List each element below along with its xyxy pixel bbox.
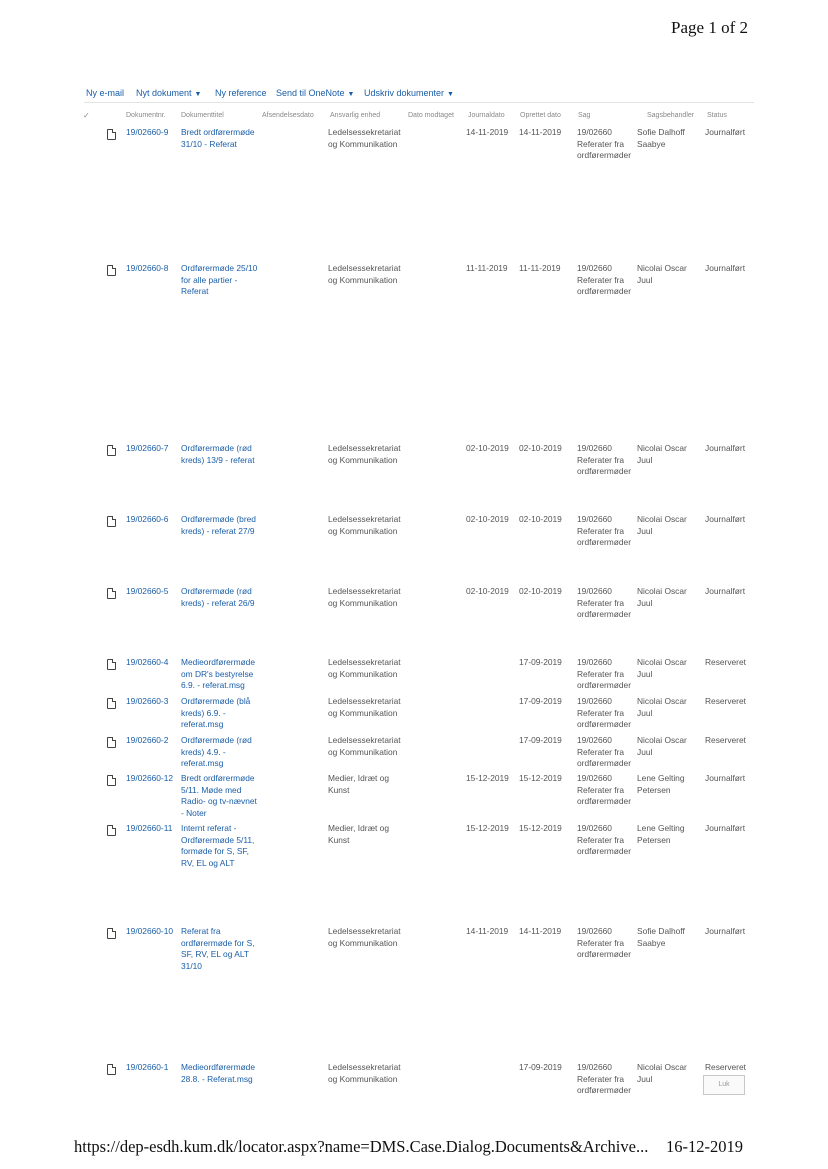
- column-header-responsible-unit[interactable]: Ansvarlig enhed: [330, 112, 381, 119]
- doc-number-link[interactable]: 19/02660-2: [126, 735, 169, 745]
- column-header-case[interactable]: Sag: [578, 112, 591, 119]
- document-icon: [107, 659, 116, 670]
- created-date: 02-10-2019: [519, 514, 562, 524]
- column-header-received-date[interactable]: Dato modtaget: [408, 112, 454, 119]
- column-header-journal-date[interactable]: Journaldato: [468, 112, 505, 119]
- close-button[interactable]: Luk: [703, 1075, 745, 1095]
- case-value: 19/02660 Referater fra ordførermøder: [577, 127, 631, 160]
- status-value: Reserveret: [705, 696, 746, 706]
- page-footer: [74, 1137, 743, 1157]
- case-value: 19/02660 Referater fra ordførermøder: [577, 657, 631, 690]
- doc-number-link[interactable]: 19/02660-1: [126, 1062, 169, 1072]
- document-icon: [107, 698, 116, 709]
- journal-date: 15-12-2019: [466, 773, 509, 783]
- journal-date: 14-11-2019: [466, 926, 509, 936]
- new-document-label: Nyt dokument: [136, 88, 192, 98]
- case-handler: Nicolai Oscar Juul: [637, 263, 687, 285]
- responsible-unit: Medier, Idræt og Kunst: [328, 773, 389, 795]
- journal-date: 15-12-2019: [466, 823, 509, 833]
- footer-date: 16-12-2019: [666, 1137, 743, 1156]
- responsible-unit: Ledelsessekretariat og Kommunikation: [328, 127, 401, 149]
- case-handler: Lene Gelting Petersen: [637, 773, 685, 795]
- created-date: 14-11-2019: [519, 926, 562, 936]
- created-date: 02-10-2019: [519, 586, 562, 596]
- case-handler: Nicolai Oscar Juul: [637, 735, 687, 757]
- created-date: 15-12-2019: [519, 773, 562, 783]
- journal-date: 11-11-2019: [466, 263, 508, 273]
- status-value: Journalført: [705, 443, 746, 453]
- status-value: Reserveret: [705, 657, 746, 667]
- document-icon: [107, 265, 116, 276]
- responsible-unit: Ledelsessekretariat og Kommunikation: [328, 586, 401, 608]
- page-header: Page 1 of 2: [671, 18, 748, 37]
- chevron-down-icon: ▼: [347, 91, 355, 98]
- document-icon: [107, 445, 116, 456]
- doc-title-link[interactable]: Ordførermøde 25/10 for alle partier - Referat: [181, 263, 258, 296]
- case-handler: Nicolai Oscar Juul: [637, 443, 687, 465]
- case-value: 19/02660 Referater fra ordførermøder: [577, 735, 631, 768]
- case-handler: Nicolai Oscar Juul: [637, 1062, 687, 1084]
- case-value: 19/02660 Referater fra ordførermøder: [577, 514, 631, 547]
- case-value: 19/02660 Referater fra ordførermøder: [577, 586, 631, 619]
- new-reference-button[interactable]: Ny reference: [215, 88, 267, 98]
- created-date: 14-11-2019: [519, 127, 562, 137]
- send-onenote-label: Send til OneNote: [276, 88, 345, 98]
- doc-number-link[interactable]: 19/02660-6: [126, 514, 169, 524]
- case-value: 19/02660 Referater fra ordførermøder: [577, 443, 631, 476]
- doc-title-link[interactable]: Ordførermøde (bred kreds) - referat 27/9: [181, 514, 256, 536]
- status-value: Journalført: [705, 773, 746, 783]
- doc-title-link[interactable]: Ordførermøde (rød kreds) - referat 26/9: [181, 586, 255, 608]
- document-icon: [107, 588, 116, 599]
- responsible-unit: Ledelsessekretariat og Kommunikation: [328, 926, 401, 948]
- select-all-checkmark-icon[interactable]: ✓: [83, 111, 90, 120]
- doc-title-link[interactable]: Internt referat - Ordførermøde 5/11, formøde for S, SF, RV, EL og ALT: [181, 823, 255, 868]
- doc-number-link[interactable]: 19/02660-9: [126, 127, 169, 137]
- column-header-doc-title[interactable]: Dokumenttitel: [181, 112, 224, 119]
- responsible-unit: Ledelsessekretariat og Kommunikation: [328, 443, 401, 465]
- document-icon: [107, 1064, 116, 1075]
- doc-title-link[interactable]: Ordførermøde (rød kreds) 13/9 - referat: [181, 443, 255, 465]
- status-value: Journalført: [705, 514, 746, 524]
- case-value: 19/02660 Referater fra ordførermøder: [577, 1062, 631, 1095]
- doc-title-link[interactable]: Ordførermøde (rød kreds) 4.9. - referat.msg: [181, 735, 252, 768]
- created-date: 17-09-2019: [519, 696, 562, 706]
- created-date: 17-09-2019: [519, 657, 562, 667]
- case-handler: Sofie Dalhoff Saabye: [637, 127, 685, 149]
- status-value: Journalført: [705, 586, 746, 596]
- document-icon: [107, 737, 116, 748]
- doc-number-link[interactable]: 19/02660-4: [126, 657, 169, 667]
- case-handler: Nicolai Oscar Juul: [637, 586, 687, 608]
- journal-date: 02-10-2019: [466, 443, 509, 453]
- status-value: Journalført: [705, 127, 746, 137]
- print-documents-button[interactable]: [364, 88, 454, 98]
- created-date: 17-09-2019: [519, 1062, 562, 1072]
- document-icon: [107, 775, 116, 786]
- doc-number-link[interactable]: 19/02660-10: [126, 926, 174, 936]
- responsible-unit: Ledelsessekretariat og Kommunikation: [328, 735, 401, 757]
- case-value: 19/02660 Referater fra ordførermøder: [577, 696, 631, 729]
- case-value: 19/02660 Referater fra ordførermøder: [577, 263, 631, 296]
- responsible-unit: Ledelsessekretariat og Kommunikation: [328, 263, 401, 285]
- doc-number-link[interactable]: 19/02660-5: [126, 586, 169, 596]
- case-value: 19/02660 Referater fra ordførermøder: [577, 773, 631, 806]
- doc-title-link[interactable]: Bredt ordførermøde 31/10 - Referat: [181, 127, 255, 149]
- case-value: 19/02660 Referater fra ordførermøder: [577, 926, 631, 959]
- doc-title-link[interactable]: Referat fra ordførermøde for S, SF, RV, EL og ALT 31/10: [181, 926, 255, 971]
- status-value: Reserveret: [705, 735, 746, 745]
- created-date: 17-09-2019: [519, 735, 562, 745]
- doc-title-link[interactable]: Bredt ordførermøde 5/11. Møde med Radio- og tv-nævnet - Noter: [181, 773, 257, 818]
- footer-url: https://dep-esdh.kum.dk/locator.aspx?name=DMS.Case.Dialog.Documents&Archive...: [74, 1137, 649, 1156]
- responsible-unit: Ledelsessekretariat og Kommunikation: [328, 1062, 401, 1084]
- case-handler: Nicolai Oscar Juul: [637, 696, 687, 718]
- case-handler: Sofie Dalhoff Saabye: [637, 926, 685, 948]
- chevron-down-icon: ▼: [194, 91, 202, 98]
- responsible-unit: Ledelsessekretariat og Kommunikation: [328, 696, 401, 718]
- case-handler: Nicolai Oscar Juul: [637, 514, 687, 536]
- case-handler: Lene Gelting Petersen: [637, 823, 685, 845]
- column-header-dispatch-date[interactable]: Afsendelsesdato: [262, 112, 314, 119]
- new-document-button[interactable]: [136, 88, 201, 98]
- column-header-created-date[interactable]: Oprettet dato: [520, 112, 561, 119]
- document-icon: [107, 825, 116, 836]
- document-icon: [107, 129, 116, 140]
- status-value: Reserveret: [705, 1062, 746, 1072]
- created-date: 02-10-2019: [519, 443, 562, 453]
- doc-number-link[interactable]: 19/02660-7: [126, 443, 169, 453]
- new-mail-button[interactable]: Ny e-mail: [86, 88, 125, 98]
- doc-title-link[interactable]: Ordførermøde (blå kreds) 6.9. - referat.msg: [181, 696, 251, 729]
- journal-date: 02-10-2019: [466, 586, 509, 596]
- doc-number-link[interactable]: 19/02660-11: [126, 823, 173, 833]
- doc-title-link[interactable]: Medieordførermøde om DR's bestyrelse 6.9. - referat.msg: [181, 657, 256, 690]
- case-value: 19/02660 Referater fra ordførermøder: [577, 823, 631, 856]
- responsible-unit: Ledelsessekretariat og Kommunikation: [328, 657, 401, 679]
- journal-date: 02-10-2019: [466, 514, 509, 524]
- chevron-down-icon: ▼: [447, 91, 454, 98]
- doc-number-link[interactable]: 19/02660-8: [126, 263, 169, 273]
- doc-number-link[interactable]: 19/02660-3: [126, 696, 169, 706]
- case-handler: Nicolai Oscar Juul: [637, 657, 687, 679]
- document-icon: [107, 928, 116, 939]
- print-documents-label: Udskriv dokumenter: [364, 88, 445, 98]
- column-header-case-handler[interactable]: Sagsbehandler: [647, 112, 695, 119]
- responsible-unit: Ledelsessekretariat og Kommunikation: [328, 514, 401, 536]
- column-header-status[interactable]: Status: [707, 112, 727, 119]
- send-onenote-button[interactable]: [276, 88, 354, 98]
- created-date: 11-11-2019: [519, 263, 561, 273]
- document-icon: [107, 516, 116, 527]
- doc-number-link[interactable]: 19/02660-12: [126, 773, 174, 783]
- doc-title-link[interactable]: Medieordførermøde 28.8. - Referat.msg: [181, 1062, 256, 1084]
- status-value: Journalført: [705, 263, 746, 273]
- journal-date: 14-11-2019: [466, 127, 509, 137]
- toolbar-divider: [84, 102, 754, 103]
- created-date: 15-12-2019: [519, 823, 562, 833]
- column-header-doc-number[interactable]: Dokumentnr.: [126, 112, 166, 119]
- responsible-unit: Medier, Idræt og Kunst: [328, 823, 389, 845]
- status-value: Journalført: [705, 926, 746, 936]
- status-value: Journalført: [705, 823, 746, 833]
